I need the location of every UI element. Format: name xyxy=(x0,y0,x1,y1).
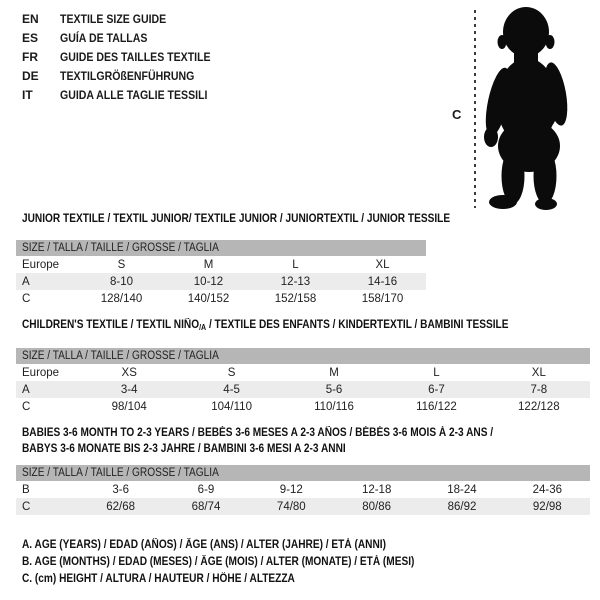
language-title-list xyxy=(22,9,231,104)
age-cell: 3-6 xyxy=(112,483,129,496)
babies-title-line1: BABIES 3-6 MONTH TO 2-3 YEARS / BEBÉS 3-6 MESES A 2-3 AÑOS / BÉBÉS 3-6 MOIS À 2-3 ANS / xyxy=(22,427,494,439)
size-header-text: SIZE / TALLA / TAILLE / GRÖSSE / TAGLIA xyxy=(22,242,219,254)
row-label: Europe xyxy=(22,258,60,271)
lang-row-it xyxy=(22,85,231,104)
babies-table-title xyxy=(22,425,557,457)
title-pre: CHILDREN'S TEXTILE / TEXTIL NIÑO xyxy=(22,319,200,331)
age-cell: 4-5 xyxy=(223,383,240,396)
lang-row-en xyxy=(22,9,231,28)
age-cell: 12-13 xyxy=(280,275,311,288)
row-label: C xyxy=(22,500,31,513)
children-table-title-text xyxy=(22,319,508,332)
legend-line-a xyxy=(22,537,468,554)
legend-text: C. (cm) HEIGHT / ALTURA / HAUTEUR / HÖHE / ALTEZZA xyxy=(22,573,295,585)
lang-code: FR xyxy=(22,49,38,64)
junior-size-table xyxy=(16,240,426,307)
lang-row-fr xyxy=(22,47,231,66)
legend xyxy=(22,537,468,588)
age-cell: 12-18 xyxy=(361,483,392,496)
age-cell: 7-8 xyxy=(530,383,548,396)
legend-text: B. AGE (MONTHS) / EDAD (MESES) / ÂGE (MOIS) / ALTER (MONATE) / ETÀ (MESI) xyxy=(22,556,415,568)
size-header-text: SIZE / TALLA / TAILLE / GRÖSSE / TAGLIA xyxy=(22,350,219,362)
baby-height-figure xyxy=(450,4,595,212)
height-cell: 158/170 xyxy=(361,292,404,305)
size-cell: XL xyxy=(531,366,546,379)
size-cell: S xyxy=(227,366,236,379)
baby-silhouette-icon xyxy=(450,4,595,212)
lang-label: TEXTILE SIZE GUIDE xyxy=(60,11,167,26)
height-cell: 92/98 xyxy=(532,500,562,513)
height-cell: 128/140 xyxy=(100,292,143,305)
table-row xyxy=(16,364,590,381)
lang-row-es xyxy=(22,28,231,47)
legend-line-c xyxy=(22,571,468,588)
size-cell: XS xyxy=(121,366,137,379)
children-table-title xyxy=(22,319,575,332)
age-cell: 24-36 xyxy=(532,483,563,496)
height-cell: 116/122 xyxy=(416,400,457,413)
size-cell: XL xyxy=(375,258,390,271)
row-label: C xyxy=(22,400,31,413)
row-label: Europe xyxy=(22,366,60,379)
title-post: / TEXTILE DES ENFANTS / KINDERTEXTIL / BAMBINI TESSILE xyxy=(206,319,509,331)
lang-label: GUÍA DE TALLAS xyxy=(60,30,148,45)
age-cell: 6-9 xyxy=(197,483,215,496)
age-cell: 10-12 xyxy=(193,275,224,288)
age-cell: 6-7 xyxy=(428,383,445,396)
height-cell: 68/74 xyxy=(191,500,221,513)
height-cell: 74/80 xyxy=(276,500,306,513)
lang-label: TEXTILGRÖßENFÜHRUNG xyxy=(60,68,195,83)
lang-code: EN xyxy=(22,11,39,26)
lang-label: GUIDA ALLE TAGLIE TESSILI xyxy=(60,87,208,102)
size-header-text: SIZE / TALLA / TAILLE / GRÖSSE / TAGLIA xyxy=(22,467,219,479)
height-cell: 98/104 xyxy=(111,400,147,413)
row-label: C xyxy=(22,292,31,305)
height-marker-label: C xyxy=(452,107,462,122)
row-label: A xyxy=(22,383,30,396)
table-row xyxy=(16,398,590,415)
size-cell: M xyxy=(203,258,214,271)
height-cell: 152/158 xyxy=(274,292,317,305)
baby-toddler-silhouette xyxy=(481,7,571,210)
table-row xyxy=(16,381,590,398)
table-row xyxy=(16,290,426,307)
size-cell: L xyxy=(292,258,299,271)
table-row xyxy=(16,273,426,290)
legend-text: A. AGE (YEARS) / EDAD (AÑOS) / ÂGE (ANS) / ALTER (JAHRE) / ETÀ (ANNI) xyxy=(22,539,386,551)
children-size-table xyxy=(16,348,590,415)
age-cell: 18-24 xyxy=(447,483,477,496)
height-cell: 140/152 xyxy=(187,292,230,305)
height-cell: 80/86 xyxy=(362,500,392,513)
age-cell: 14-16 xyxy=(367,275,398,288)
lang-code: IT xyxy=(22,87,33,102)
size-header-bar xyxy=(16,465,590,481)
table-row xyxy=(16,498,590,515)
junior-table-title xyxy=(22,213,508,225)
height-cell: 104/110 xyxy=(211,400,252,413)
size-cell: M xyxy=(329,366,339,379)
height-cell: 110/116 xyxy=(314,400,354,413)
size-cell: S xyxy=(117,258,126,271)
legend-line-b xyxy=(22,554,468,571)
lang-label: GUIDE DES TAILLES TEXTILE xyxy=(60,49,211,64)
table-row xyxy=(16,256,426,273)
junior-table-title-text: JUNIOR TEXTILE / TEXTIL JUNIOR/ TEXTILE JUNIOR / JUNIORTEXTIL / JUNIOR TESSILE xyxy=(22,213,451,225)
age-cell: 5-6 xyxy=(325,383,343,396)
height-cell: 86/92 xyxy=(447,500,477,513)
row-label: B xyxy=(22,483,30,496)
babies-title-line2: BABYS 3-6 MONATE BIS 2-3 JAHRE / BAMBINI 3-6 MESI A 2-3 ANNI xyxy=(22,443,346,455)
lang-row-de xyxy=(22,66,231,85)
lang-code: DE xyxy=(22,68,39,83)
age-cell: 8-10 xyxy=(109,275,134,288)
height-cell: 62/68 xyxy=(106,500,136,513)
size-header-bar xyxy=(16,240,426,256)
lang-code: ES xyxy=(22,30,39,45)
height-cell: 122/128 xyxy=(518,400,560,413)
row-label: A xyxy=(22,275,30,288)
table-row xyxy=(16,481,590,498)
size-cell: L xyxy=(433,366,440,379)
title-subscript: /A xyxy=(199,323,207,332)
babies-size-table xyxy=(16,465,590,515)
size-header-bar xyxy=(16,348,590,364)
age-cell: 9-12 xyxy=(279,483,303,496)
age-cell: 3-4 xyxy=(120,383,138,396)
